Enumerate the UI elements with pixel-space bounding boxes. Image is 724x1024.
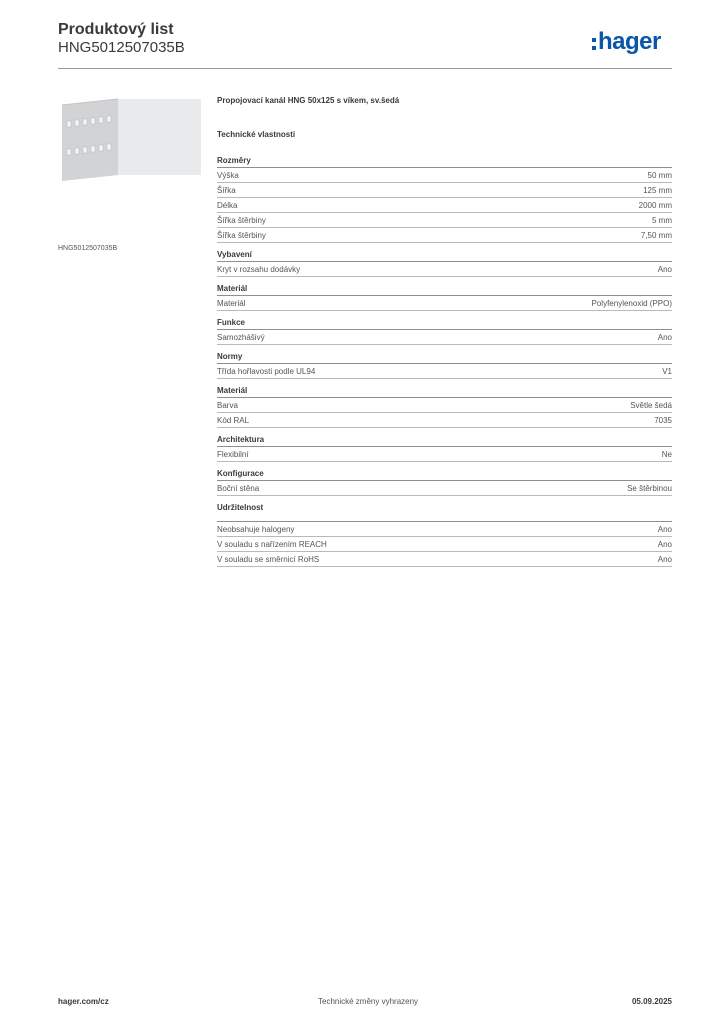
section-title: Funkce <box>217 318 672 330</box>
property-value: Ne <box>661 450 672 459</box>
property-section <box>217 284 672 311</box>
property-label: Barva <box>217 401 238 410</box>
property-row <box>217 215 672 228</box>
property-label: Šířka štěrbiny <box>217 216 266 225</box>
property-sections <box>217 156 672 567</box>
property-row <box>217 200 672 213</box>
property-section <box>217 156 672 243</box>
property-section <box>217 318 672 345</box>
property-section <box>217 503 672 567</box>
property-value: Ano <box>657 333 672 342</box>
property-value: Ano <box>657 265 672 274</box>
property-label: Materiál <box>217 299 246 308</box>
property-row <box>217 230 672 243</box>
property-value: V1 <box>662 367 672 376</box>
property-section <box>217 435 672 462</box>
property-row <box>217 264 672 277</box>
property-value: 125 mm <box>643 186 672 195</box>
hager-logo <box>592 28 661 56</box>
property-value: 7,50 mm <box>640 231 672 240</box>
footer-notice: Technické změny vyhrazeny <box>318 997 419 1006</box>
property-section <box>217 352 672 379</box>
property-value: Světle šedá <box>630 401 672 410</box>
property-row <box>217 298 672 311</box>
property-label: Výška <box>217 171 239 180</box>
property-value: 7035 <box>654 416 672 425</box>
property-label: Kryt v rozsahu dodávky <box>217 265 301 274</box>
property-row <box>217 400 672 413</box>
cable-duct-image <box>58 97 201 236</box>
property-row <box>217 332 672 345</box>
property-row <box>217 554 672 567</box>
property-label: Třída hořlavosti podle UL94 <box>217 367 316 376</box>
property-section <box>217 469 672 496</box>
section-title: Materiál <box>217 386 672 398</box>
property-value: 2000 mm <box>638 201 672 210</box>
section-title: Udržitelnost <box>217 503 672 522</box>
image-caption: HNG5012507035B <box>58 245 118 252</box>
property-section <box>217 250 672 277</box>
property-value: 50 mm <box>647 171 672 180</box>
logo-dots-icon <box>592 36 597 50</box>
product-code: HNG5012507035B <box>58 39 185 56</box>
property-row <box>217 449 672 462</box>
section-title: Architektura <box>217 435 672 447</box>
header-divider <box>58 68 672 69</box>
property-label: V souladu se směrnicí RoHS <box>217 555 320 564</box>
property-value: Ano <box>657 555 672 564</box>
property-value: Ano <box>657 525 672 534</box>
property-label: Šířka <box>217 186 236 195</box>
product-name: Propojovací kanál HNG 50x125 s víkem, sv.šedá <box>217 96 400 105</box>
footer-date: 05.09.2025 <box>631 997 672 1006</box>
property-row <box>217 170 672 183</box>
property-value: 5 mm <box>652 216 672 225</box>
property-label: Samozhášivý <box>217 333 265 342</box>
section-title: Vybavení <box>217 250 672 262</box>
property-section <box>217 386 672 428</box>
technical-properties-heading: Technické vlastnosti <box>217 130 296 139</box>
property-label: V souladu s nařízením REACH <box>217 540 327 549</box>
product-details <box>217 96 672 574</box>
page-title: Produktový list <box>58 21 174 38</box>
property-label: Délka <box>217 201 238 210</box>
property-label: Flexibilní <box>217 450 249 459</box>
section-title: Rozměry <box>217 156 672 168</box>
property-label: Šířka štěrbiny <box>217 231 266 240</box>
section-title: Normy <box>217 352 672 364</box>
property-row <box>217 483 672 496</box>
property-row <box>217 524 672 537</box>
property-label: Kód RAL <box>217 416 250 425</box>
property-value: Polyfenylenoxid (PPO) <box>591 299 672 308</box>
property-label: Boční stěna <box>217 484 260 493</box>
section-title: Materiál <box>217 284 672 296</box>
section-title: Konfigurace <box>217 469 672 481</box>
property-row <box>217 366 672 379</box>
footer-website: hager.com/cz <box>58 997 109 1006</box>
logo-text: hager <box>598 28 661 55</box>
property-row <box>217 539 672 552</box>
property-row <box>217 415 672 428</box>
property-value: Se štěrbinou <box>627 484 672 493</box>
property-value: Ano <box>657 540 672 549</box>
property-row <box>217 185 672 198</box>
property-label: Neobsahuje halogeny <box>217 525 295 534</box>
